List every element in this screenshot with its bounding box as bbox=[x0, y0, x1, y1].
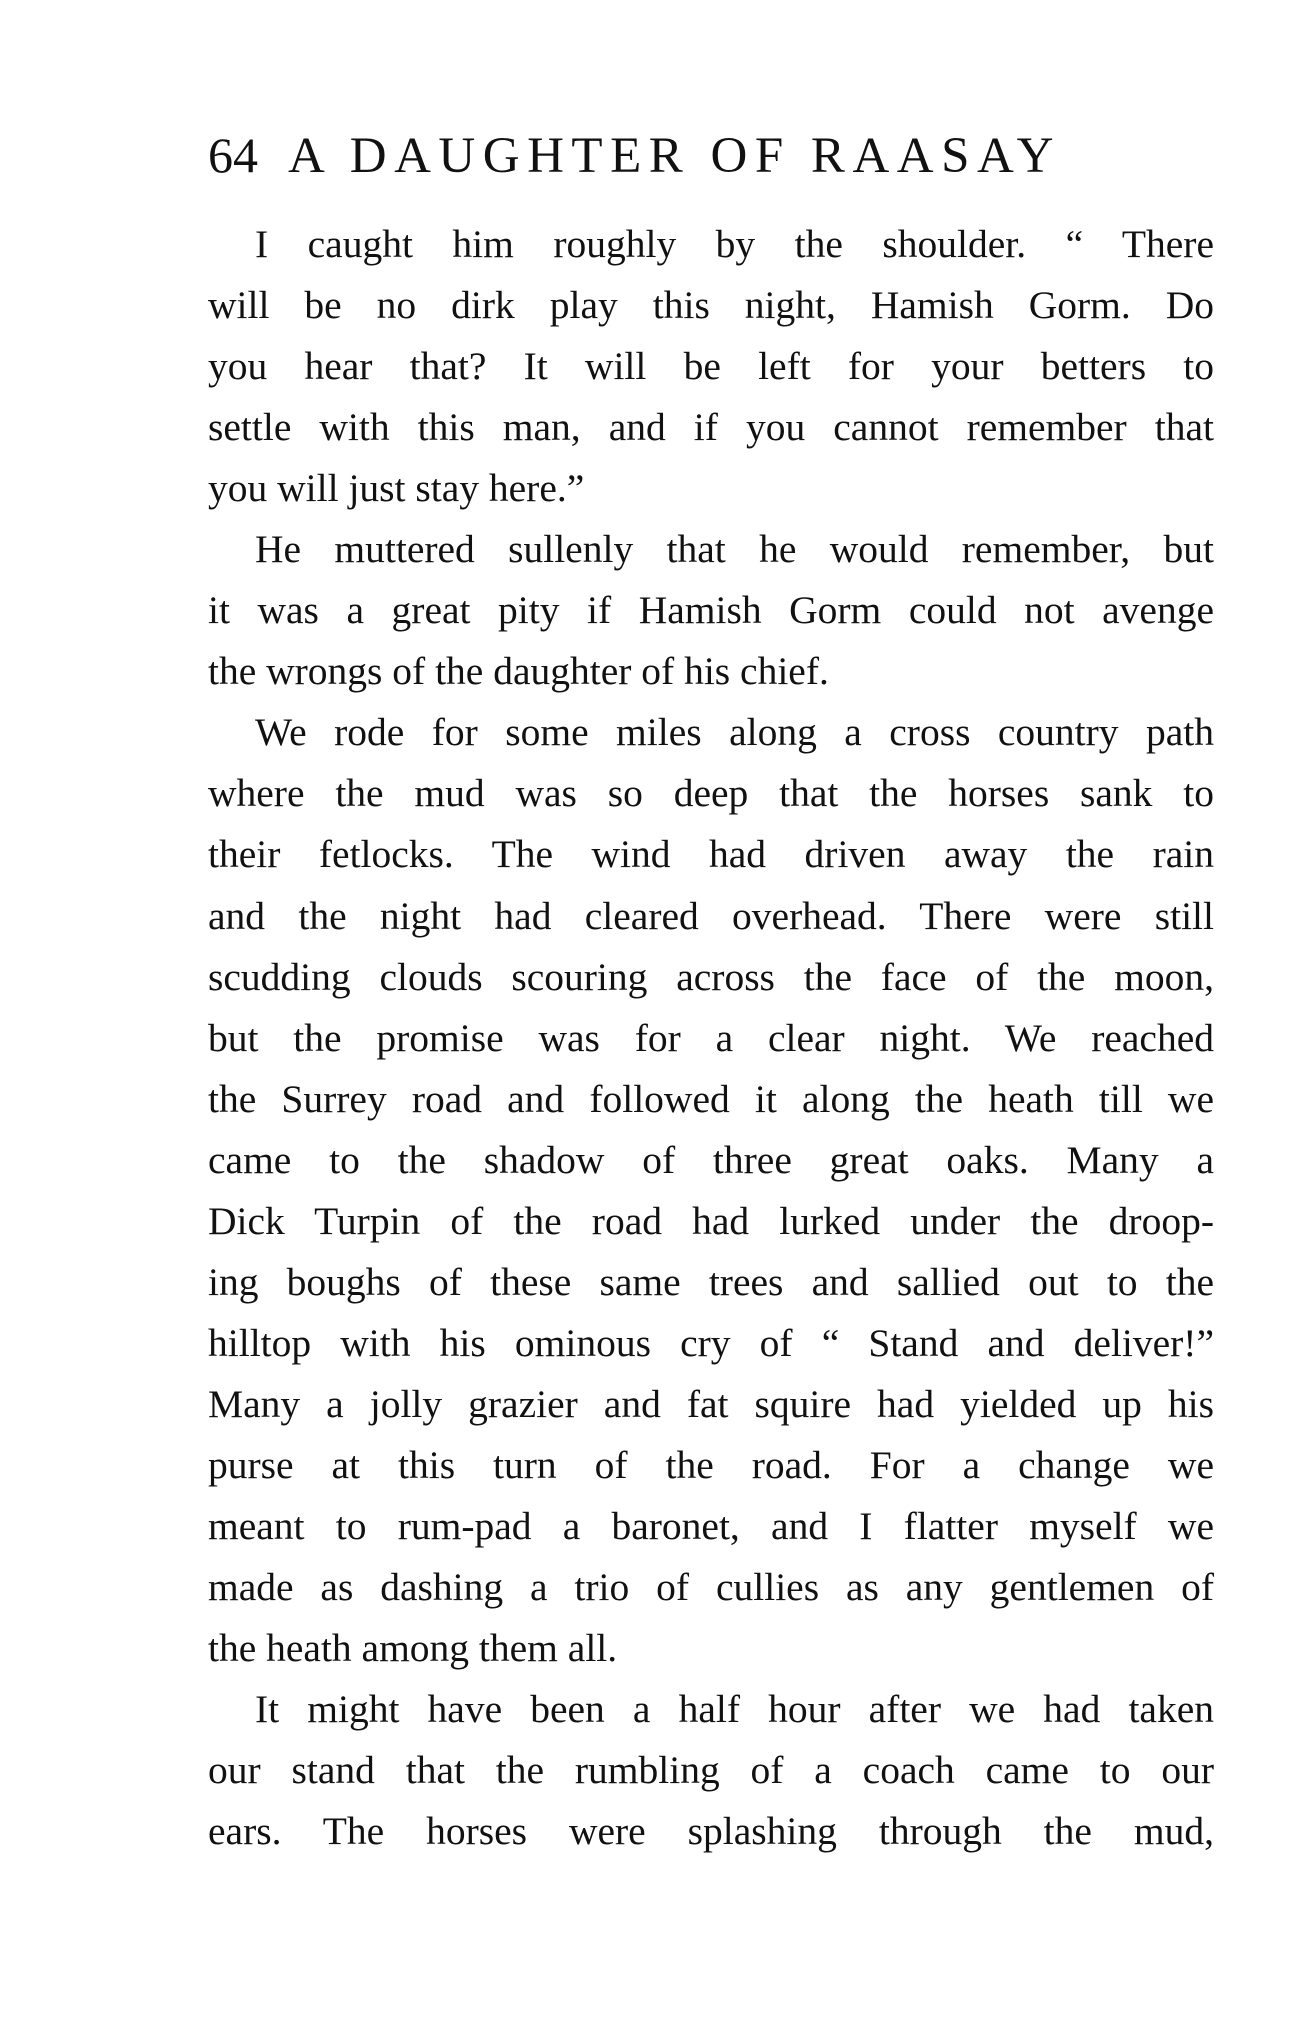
text-line: will be no dirk play this night, Hamish Gorm. Do bbox=[208, 283, 1214, 328]
text-line: it was a great pity if Hamish Gorm could not avenge bbox=[208, 588, 1214, 633]
text-line: made as dashing a trio of cullies as any gentlemen of bbox=[208, 1565, 1214, 1610]
text-line: our stand that the rumbling of a coach came to our bbox=[208, 1748, 1214, 1793]
text-line: I caught him roughly by the shoulder. “ There bbox=[255, 222, 1214, 266]
text-line: We rode for some miles along a cross country path bbox=[255, 710, 1214, 755]
text-line: the wrongs of the daughter of his chief. bbox=[208, 649, 829, 694]
text-line: and the night had cleared overhead. There were still bbox=[208, 893, 1214, 938]
text-line: but the promise was for a clear night. We reached bbox=[208, 1015, 1214, 1060]
text-line: purse at this turn of the road. For a change we bbox=[208, 1442, 1214, 1487]
text-line: where the mud was so deep that the horses sank to bbox=[208, 771, 1214, 816]
running-title: A DAUGHTER OF RAASAY bbox=[288, 128, 1061, 184]
page-number: 64 bbox=[208, 127, 258, 183]
text-line: Dick Turpin of the road had lurked under the droop- bbox=[208, 1198, 1214, 1243]
text-line: He muttered sullenly that he would remember, but bbox=[255, 527, 1214, 572]
text-line: you will just stay here.” bbox=[208, 466, 585, 511]
text-line: scudding clouds scouring across the face of the moon, bbox=[208, 954, 1214, 999]
text-line: you hear that? It will be left for your betters to bbox=[208, 344, 1214, 389]
text-line: settle with this man, and if you cannot remember that bbox=[208, 405, 1214, 450]
text-line: the heath among them all. bbox=[208, 1626, 618, 1671]
paragraph-4 bbox=[208, 1679, 1214, 1862]
text-line: ing boughs of these same trees and sallied out to the bbox=[208, 1259, 1214, 1304]
text-line: their fetlocks. The wind had driven away the rain bbox=[208, 832, 1214, 877]
text-line: ears. The horses were splashing through the mud, bbox=[208, 1809, 1214, 1854]
text-line: Many a jolly grazier and fat squire had yielded up his bbox=[208, 1381, 1214, 1426]
text-line: meant to rum-pad a baronet, and I flatter myself we bbox=[208, 1503, 1214, 1548]
paragraph-2 bbox=[208, 519, 1214, 702]
text-line: the Surrey road and followed it along the heath till we bbox=[208, 1076, 1214, 1121]
body-text bbox=[208, 214, 1214, 1862]
text-line: hilltop with his ominous cry of “ Stand and deliver!” bbox=[208, 1320, 1214, 1365]
text-line: came to the shadow of three great oaks. Many a bbox=[208, 1137, 1214, 1182]
running-head bbox=[208, 120, 1218, 190]
text-line: It might have been a half hour after we had taken bbox=[255, 1687, 1214, 1732]
paragraph-3 bbox=[208, 702, 1214, 1679]
paragraph-1 bbox=[208, 214, 1214, 519]
